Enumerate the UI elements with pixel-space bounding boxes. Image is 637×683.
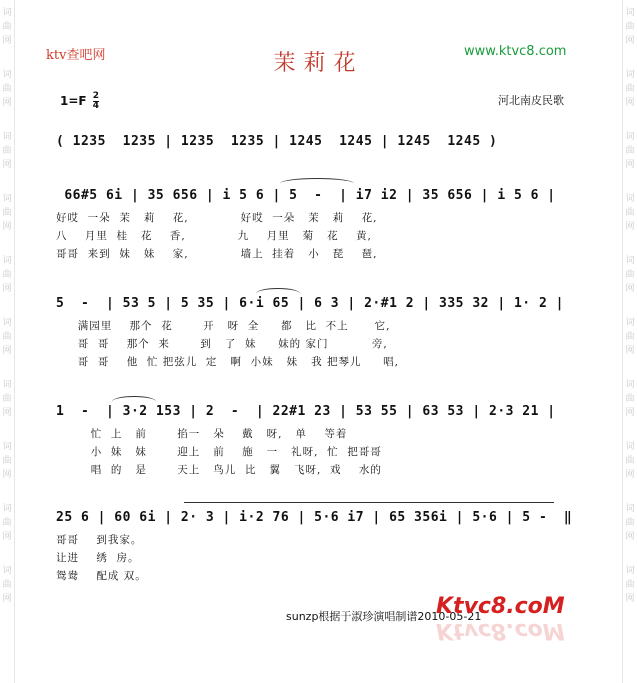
time-bottom: 4	[92, 101, 100, 111]
score-line-2: 66#5 6i | 35 656 | i 5 6 | 5 - | i7 i2 | 35 656 | i 5 6 |	[56, 188, 556, 203]
time-signature	[93, 92, 99, 111]
lyric-line-4c: 唱 的 是 天上 鸟儿 比 翼 飞呀, 戏 水的	[56, 464, 382, 476]
left-margin-watermark: 词 曲 网 词 曲 网 词 曲 网 词 曲 网 词 曲 网 词 曲 网 词 曲 网 词 曲 网 词 曲 网 词 曲 网	[0, 0, 15, 683]
lyric-line-2c: 哥哥 来到 妹 妹 家, 墙上 挂着 小 琵 琶,	[56, 248, 378, 260]
lyric-line-2a: 好哎 一朵 茉 莉 花, 好哎 一朵 茉 莉 花,	[56, 212, 378, 224]
site-logo: Ktvc8.coM	[436, 594, 565, 619]
attribution: 河北南皮民歌	[498, 94, 564, 107]
right-margin-watermark: 词 曲 网 词 曲 网 词 曲 网 词 曲 网 词 曲 网 词 曲 网 词 曲 网 词 曲 网 词 曲 网 词 曲 网	[622, 0, 637, 683]
key-signature	[60, 92, 99, 111]
transcription-credit: sunzp根据于淑珍演唱制谱2010-05-21	[286, 610, 482, 623]
lyric-line-2b: 八 月里 桂 花 香, 九 月里 菊 花 黄,	[56, 230, 372, 242]
lyric-line-5a: 哥哥 到我家。	[56, 534, 143, 546]
song-title: 茉莉花	[273, 51, 364, 76]
lyric-line-5c: 鸳鸯 配成 双。	[56, 570, 147, 582]
lyric-line-3a: 满园里 那个 花 开 呀 全 都 比 不上 它,	[56, 320, 391, 332]
time-top: 2	[92, 91, 100, 101]
score-line-3: 5 - | 53 5 | 5 35 | 6·i 65 | 6 3 | 2·#1 2 | 335 32 | 1· 2 |	[56, 296, 564, 311]
score-line-1: ( 1235 1235 | 1235 1235 | 1245 1245 | 1245 1245 )	[56, 134, 498, 149]
site-url-right: www.ktvc8.com	[464, 44, 567, 59]
site-logo-reflection: Ktvc8.coM	[436, 618, 565, 643]
lyric-line-3b: 哥 哥 那个 来 到 了 妹 妹的 家门 旁,	[56, 338, 388, 350]
site-name-left: ktv查吧网	[46, 48, 106, 63]
score-line-4: 1 - | 3·2 153 | 2 - | 22#1 23 | 53 55 | 63 53 | 2·3 21 |	[56, 404, 556, 419]
lyric-line-5b: 让进 绣 房。	[56, 552, 140, 564]
key-label: 1=F	[60, 94, 87, 108]
lyric-line-4b: 小 妹 妹 迎上 前 施 一 礼呀, 忙 把哥哥	[56, 446, 382, 458]
score-line-5: 25 6 | 60 6i | 2· 3 | i·2 76 | 5·6 i7 | 65 356i | 5·6 | 5 - ‖	[56, 510, 573, 525]
lyric-line-4a: 忙 上 前 掐一 朵 戴 呀, 单 等着	[56, 428, 348, 440]
lyric-line-3c: 哥 哥 他 忙 把弦儿 定 啊 小妹 妹 我 把琴儿 唱,	[56, 356, 399, 368]
